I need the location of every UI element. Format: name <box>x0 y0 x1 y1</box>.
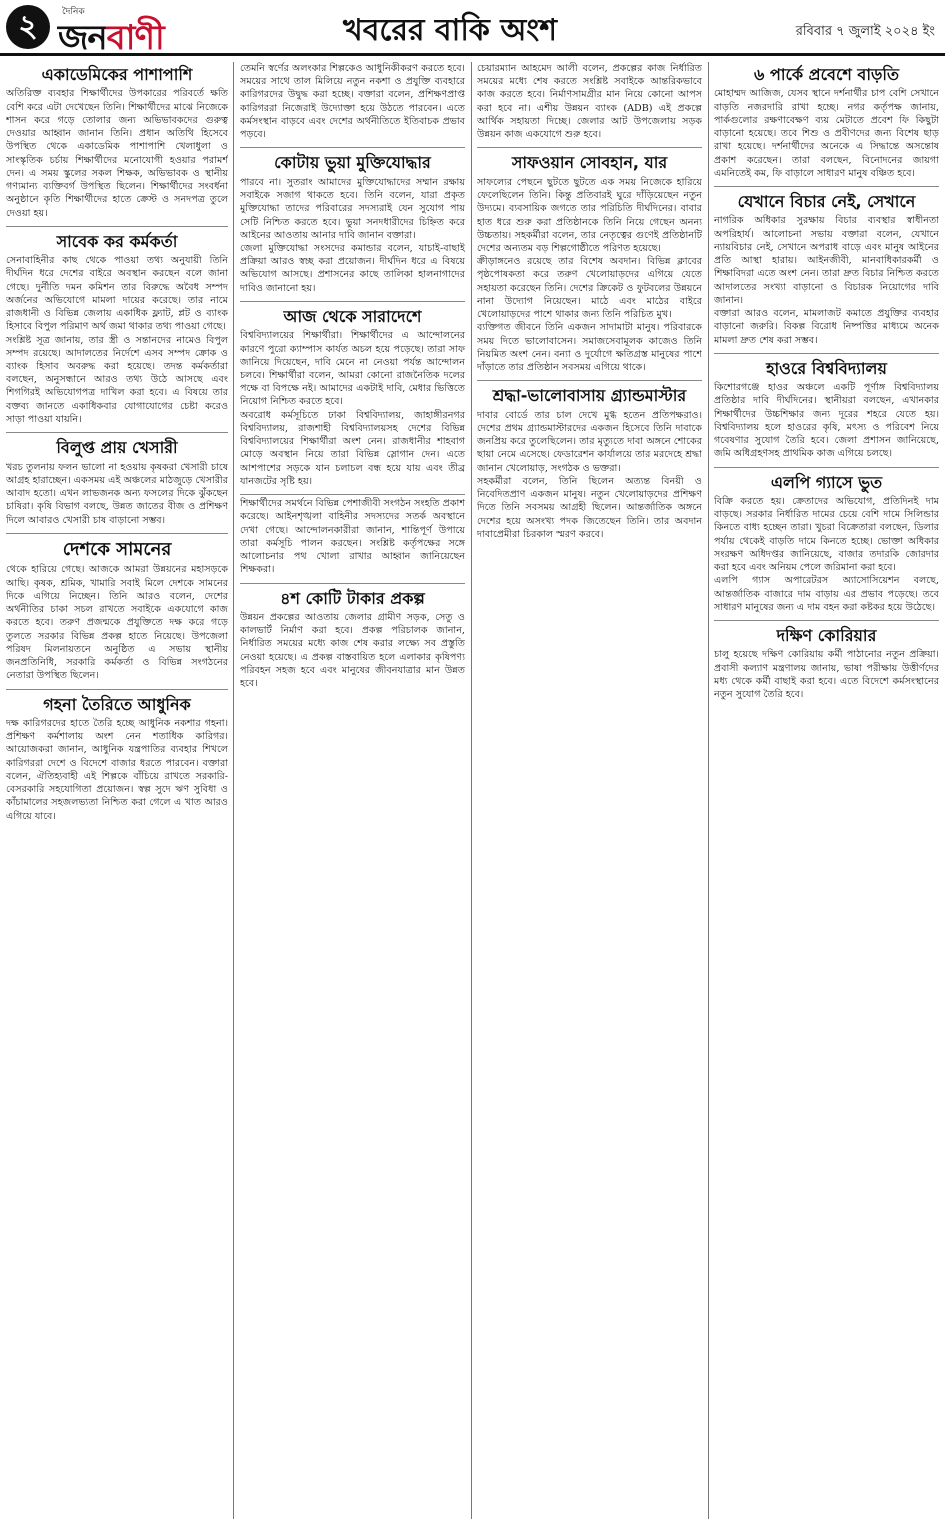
story-headline: ৬ পার্কে প্রবেশে বাড়তি <box>754 65 899 84</box>
story-headline: শ্রদ্ধা-ভালোবাসায় গ্র্যান্ডমাস্টার <box>492 386 687 406</box>
news-story <box>6 432 228 527</box>
news-story <box>714 467 939 615</box>
story-headline: হাওরে বিশ্ববিদ্যালয় <box>766 358 887 378</box>
column-1 <box>6 62 228 1519</box>
news-story <box>714 66 939 180</box>
story-headline: সাফওয়ান সোবহান, যার <box>511 153 668 173</box>
story-paragraph: জেলা মুক্তিযোদ্ধা সংসদের কমান্ডার বলেন, যাচাই-বাছাই প্রক্রিয়া আরও স্বচ্ছ করা প্রয়োজন। দীর্ঘদিন ধরে এ বিষয়ে অভিযোগ আসছে। প্রশাসনের কাছে তালিকা হালনাগাদের দাবিও জানানো হয়। <box>240 242 465 294</box>
story-headline: ৪শ কোটি টাকার প্রকল্প <box>280 588 425 608</box>
story-paragraph: মোহাম্মদ আজিজ, যেসব স্থানে দর্শনার্থীর চাপ বেশি সেখানে বাড়তি নজরদারি রাখা হচ্ছে। নগর কর্তৃপক্ষ জানায়, পার্কগুলোর রক্ষণাবেক্ষণ ব্যয় মেটাতে প্রবেশ ফি কিছুটা বাড়ানো হয়েছে। তবে শিশু ও প্রবীণদের জন্য বিশেষ ছাড় রাখা হয়েছে। দর্শনার্থীদের অনেকে এ সিদ্ধান্তে অসন্তোষ প্রকাশ করেছেন। তারা বলছেন, বিনোদনের জায়গা এমনিতেই কম, ফি বাড়ালে সাধারণ মানুষ বঞ্চিত হবে। <box>714 88 939 179</box>
story-paragraph: নাগরিক অধিকার সুরক্ষায় বিচার ব্যবস্থার স্বাধীনতা অপরিহার্য। আলোচনা সভায় বক্তারা বলেন, যেখানে ন্যায়বিচার নেই, সেখানে অপরাধ বাড়ে এবং মানুষ আইনের প্রতি আস্থা হারায়। আইনজীবী, মানবাধিকারকর্মী ও শিক্ষাবিদরা এতে অংশ নেন। তারা দ্রুত বিচার নিশ্চিত করতে আদালতের সংখ্যা বাড়ানো ও বিচারক নিয়োগের দাবি জানান। <box>714 215 939 306</box>
story-headline: আজ থেকে সারাদেশে <box>283 306 422 326</box>
story-headline: গহনা তৈরিতে আধুনিক <box>43 694 191 714</box>
story-paragraph: দাবার বোর্ডে তার চাল দেখে মুগ্ধ হতেন প্রতিপক্ষরাও। দেশের প্রথম গ্র্যান্ডমাস্টারদের একজন হিসেবে তিনি দাবাকে জনপ্রিয় করে তুলেছিলেন। তার মৃত্যুতে দাবা অঙ্গনে শোকের ছায়া নেমে এসেছে। ফেডারেশন কার্যালয়ে তার মরদেহে শ্রদ্ধা জানান খেলোয়াড়, সংগঠক ও ভক্তরা। <box>477 409 702 474</box>
paper-logo <box>58 12 164 69</box>
news-story <box>240 494 465 576</box>
news-story <box>714 353 939 461</box>
story-paragraph: ক্রীড়াঙ্গনেও রয়েছে তার বিশেষ অবদান। বিভিন্ন ক্লাবের পৃষ্ঠপোষকতা করে তরুণ খেলোয়াড়দের এগিয়ে যেতে সহায়তা করেছেন তিনি। দেশের ক্রিকেট ও ফুটবলের উন্নয়নে নানা উদ্যোগ নিয়েছেন। মাঠে এবং মাঠের বাইরে খেলোয়াড়দের পাশে থাকার জন্য তিনি পরিচিত মুখ। <box>477 256 702 321</box>
story-headline: যেখানে বিচার নেই, সেখানে <box>737 192 916 212</box>
news-story <box>477 380 702 541</box>
news-story <box>6 226 228 426</box>
story-paragraph: ব্যক্তিগত জীবনে তিনি একজন সাদামাটা মানুষ। পরিবারকে সময় দিতে ভালোবাসেন। সমাজসেবামূলক কাজেও তিনি নিয়মিত অংশ নেন। বন্যা ও দুর্যোগে ক্ষতিগ্রস্ত মানুষের পাশে দাঁড়াতে তার প্রতিষ্ঠান সবসময় এগিয়ে থাকে। <box>477 322 702 374</box>
story-headline: দেশকে সামনের <box>62 538 172 560</box>
section-title: খবরের বাকি অংশ <box>343 13 557 48</box>
story-paragraph: তেমনি স্বর্ণের অলংকার শিল্পকেও আধুনিকীকরণ করতে হবে। সময়ের সাথে তাল মিলিয়ে নতুন নকশা ও প্রযুক্তি ব্যবহারে কারিগরদের উদ্বুদ্ধ করা হচ্ছে। বক্তারা বলেন, প্রশিক্ষণপ্রাপ্ত কারিগররা নিজেরাই উদ্যোক্তা হয়ে উঠতে পারবেন। এতে কর্মসংস্থান বাড়বে এবং দেশের অর্থনীতিতে ইতিবাচক প্রভাব পড়বে। <box>240 63 465 141</box>
column-rule <box>233 62 234 1519</box>
news-story <box>240 62 465 141</box>
story-headline: দক্ষিণ কোরিয়ার <box>776 626 877 646</box>
story-paragraph: সংশ্লিষ্ট সূত্র জানায়, তার স্ত্রী ও সন্তানদের নামেও বিপুল সম্পদ রয়েছে। আদালতের নির্দেশে এসব সম্পদ ক্রোক ও ব্যাংক হিসাব অবরুদ্ধ করা হয়েছে। তদন্ত কর্মকর্তারা বলছেন, অনুসন্ধানে আরও তথ্য উঠে আসছে এবং শিগগিরই অভিযোগপত্র দাখিল করা হবে। এ বিষয়ে তার বক্তব্য জানতে একাধিকবার যোগাযোগের চেষ্টা করেও সাড়া পাওয়া যায়নি। <box>6 334 228 425</box>
news-story <box>6 533 228 683</box>
story-paragraph: খরচ তুলনায় ফলন ভালো না হওয়ায় কৃষকরা খেসারী চাষে আগ্রহ হারাচ্ছেন। একসময় এই অঞ্চলের মাঠজুড়ে খেসারীর আবাদ হতো। এখন লাভজনক অন্য ফসলের দিকে ঝুঁকছেন চাষিরা। কৃষি বিভাগ বলছে, উন্নত জাতের বীজ ও প্রশিক্ষণ দিলে আবারও খেসারী চাষ বাড়ানো সম্ভব। <box>6 461 228 526</box>
news-story <box>477 62 702 141</box>
news-story <box>6 689 228 823</box>
story-paragraph: সাফল্যের পেছনে ছুটতে ছুটতে এক সময় নিজেকে হারিয়ে ফেলেছিলেন তিনি। কিন্তু প্রতিবারই ঘুরে দাঁড়িয়েছেন নতুন উদ্যমে। ব্যবসায়িক জগতে তার পরিচিতি দীর্ঘদিনের। বাবার হাত ধরে শুরু করা প্রতিষ্ঠানকে তিনি নিয়ে গেছেন অনন্য উচ্চতায়। সহকর্মীরা বলেন, তার নেতৃত্বের গুণেই প্রতিষ্ঠানটি দেশের অন্যতম বড় শিল্পগোষ্ঠীতে পরিণত হয়েছে। <box>477 176 702 254</box>
column-rule <box>471 62 472 1519</box>
news-story <box>240 583 465 691</box>
column-2 <box>240 62 465 1519</box>
story-paragraph: অবরোধ কর্মসূচিতে ঢাকা বিশ্ববিদ্যালয়, জাহাঙ্গীরনগর বিশ্ববিদ্যালয়, রাজশাহী বিশ্ববিদ্যালয়সহ দেশের বিভিন্ন বিশ্ববিদ্যালয়ের শিক্ষার্থীরা অংশ নেন। রাজধানীর শাহবাগ মোড়ে অবস্থান নিয়ে তারা বিভিন্ন স্লোগান দেন। এতে আশপাশের সড়কে যান চলাচল বন্ধ হয়ে যায় এবং তীব্র যানজটের সৃষ্টি হয়। <box>240 409 465 487</box>
story-headline: এলপি গ্যাসে ভুত <box>770 472 883 492</box>
story-paragraph: শিক্ষার্থীদের সমর্থনে বিভিন্ন পেশাজীবী সংগঠন সংহতি প্রকাশ করেছে। আইনশৃঙ্খলা বাহিনীর সদস্যদের সতর্ক অবস্থানে দেখা গেছে। আন্দোলনকারীরা জানান, শান্তিপূর্ণ উপায়ে তারা কর্মসূচি পালন করছেন। সংশ্লিষ্ট কর্তৃপক্ষের সঙ্গে আলোচনার পথ খোলা রাখার আহ্বান জানিয়েছেন শিক্ষকরা। <box>240 498 465 576</box>
story-paragraph: এলপি গ্যাস অপারেটরস অ্যাসোসিয়েশন বলছে, আন্তর্জাতিক বাজারে দাম বাড়ায় এর প্রভাব পড়েছে। তবে সাধারণ মানুষের জন্য এ দাম বহন করা কষ্টকর হয়ে উঠেছে। <box>714 575 939 613</box>
news-story <box>714 186 939 347</box>
masthead <box>0 0 945 56</box>
news-story <box>477 147 702 374</box>
story-paragraph: উন্নয়ন প্রকল্পের আওতায় জেলার গ্রামীণ সড়ক, সেতু ও কালভার্ট নির্মাণ করা হবে। প্রকল্প পরিচালক জানান, নির্ধারিত সময়ের মধ্যে কাজ শেষ করার লক্ষ্যে সব প্রস্তুতি নেওয়া হয়েছে। এ প্রকল্প বাস্তবায়িত হলে এলাকার কৃষিপণ্য পরিবহন সহজ হবে এবং মানুষের জীবনযাত্রার মান উন্নত হবে। <box>240 611 465 690</box>
story-headline: বিলুপ্ত প্রায় খেসারী <box>56 438 178 458</box>
story-paragraph: দক্ষ কারিগরদের হাতে তৈরি হচ্ছে আধুনিক নকশার গহনা। প্রশিক্ষণ কর্মশালায় অংশ নেন শতাধিক কারিগর। আয়োজকরা জানান, আধুনিক যন্ত্রপাতির ব্যবহার শিখলে কারিগররা দেশে ও বিদেশে বাজার ধরতে পারবেন। বক্তারা বলেন, ঐতিহ্যবাহী এই শিল্পকে বাঁচিয়ে রাখতে সরকারি-বেসরকারি সহযোগিতা প্রয়োজন। স্বল্প সুদে ঋণ সুবিধা ও কাঁচামালের সহজলভ্যতা নিশ্চিত করা গেলে এ খাত আরও এগিয়ে যাবে। <box>6 717 228 822</box>
issue-date: রবিবার ৭ জুলাই ২০২৪ ইং <box>795 24 935 39</box>
story-paragraph: থেকে হারিয়ে গেছে। আজকে আমরা উন্নয়নের মহাসড়কে আছি। কৃষক, শ্রমিক, খামারি সবাই মিলে দেশকে সামনের দিকে এগিয়ে নিচ্ছেন। তিনি আরও বলেন, দেশের অর্থনীতির চাকা সচল রাখতে সবাইকে একযোগে কাজ করতে হবে। তরুণ প্রজন্মকে প্রযুক্তিতে দক্ষ করে গড়ে তুলতে সরকার বিভিন্ন প্রকল্প হাতে নিয়েছে। উপজেলা পরিষদ মিলনায়তনে অনুষ্ঠিত এ সভায় স্থানীয় জনপ্রতিনিধি, সরকারি কর্মকর্তা ও বিভিন্ন সংগঠনের নেতারা উপস্থিত ছিলেন। <box>6 564 228 682</box>
story-paragraph: বিক্রি করতে হয়। ক্রেতাদের অভিযোগ, প্রতিদিনই দাম বাড়ছে। সরকার নির্ধারিত দামের চেয়ে বেশি দামে সিলিন্ডার কিনতে বাধ্য হচ্ছেন তারা। খুচরা বিক্রেতারা বলছেন, ডিলার পর্যায় থেকেই বাড়তি দামে কিনতে হচ্ছে। ভোক্তা অধিকার সংরক্ষণ অধিদপ্তর জানিয়েছে, বাজার তদারকি জোরদার করা হবে এবং অনিয়ম পেলে জরিমানা করা হবে। <box>714 495 939 574</box>
story-paragraph: চালু হয়েছে দক্ষিণ কোরিয়ায় কর্মী পাঠানোর নতুন প্রক্রিয়া। প্রবাসী কল্যাণ মন্ত্রণালয় জানায়, ভাষা পরীক্ষায় উত্তীর্ণদের মধ্য থেকে কর্মী বাছাই করা হবে। এতে বিদেশে কর্মসংস্থানের নতুন সুযোগ তৈরি হবে। <box>714 649 939 701</box>
paper-logo-part-a: জন <box>58 18 107 58</box>
story-paragraph: চেয়ারম্যান আহমেদ আলী বলেন, প্রকল্পের কাজ নির্ধারিত সময়ের মধ্যে শেষ করতে সংশ্লিষ্ট সবাইকে আন্তরিকভাবে কাজ করতে হবে। নির্মাণসামগ্রীর মান নিয়ে কোনো আপস করা হবে না। এশীয় উন্নয়ন ব্যাংক (ADB) এই প্রকল্পে আর্থিক সহায়তা দিচ্ছে। জেলার আট উপজেলায় সড়ক উন্নয়ন কাজ একযোগে শুরু হবে। <box>477 63 702 141</box>
story-paragraph: অতিরিক্ত ব্যবহার শিক্ষার্থীদের উপকারের পরিবর্তে ক্ষতি বেশি করে এটা দেখেছেন তিনি। শিক্ষার্থীদের মাঝে নিজেকে শাসন করে গড়ে তোলার জন্য অভিভাবকদের গুরুত্ব দেওয়ার আহ্বান জানান তিনি। প্রধান অতিথি হিসেবে উপস্থিত থেকে একাডেমিক পাশাপাশি খেলাধুলা ও সাংস্কৃতিক চর্চায় শিক্ষার্থীদের মনোযোগী হওয়ার পরামর্শ দেন। এ সময় স্কুলের সকল শিক্ষক, অভিভাবক ও স্থানীয় গণ্যমান্য ব্যক্তিবর্গ উপস্থিত ছিলেন। শিক্ষার্থীদের সংবর্ধনা অনুষ্ঠানে কৃতি শিক্ষার্থীদের হাতে ক্রেস্ট ও সনদপত্র তুলে দেওয়া হয়। <box>6 88 228 219</box>
story-paragraph: কিশোরগঞ্জে হাওর অঞ্চলে একটি পূর্ণাঙ্গ বিশ্ববিদ্যালয় প্রতিষ্ঠার দাবি দীর্ঘদিনের। স্থানীয়রা বলছেন, এখানকার শিক্ষার্থীদের উচ্চশিক্ষার জন্য দূরের শহরে যেতে হয়। বিশ্ববিদ্যালয় হলে হাওরের কৃষি, মৎস্য ও পরিবেশ নিয়ে গবেষণার সুযোগ তৈরি হবে। জেলা প্রশাসন জানিয়েছে, জমি অধিগ্রহণসহ প্রাথমিক কাজ এগিয়ে চলছে। <box>714 382 939 460</box>
story-paragraph: বক্তারা আরও বলেন, মামলাজট কমাতে প্রযুক্তির ব্যবহার বাড়ানো জরুরি। বিকল্প বিরোধ নিষ্পত্তির মাধ্যমে অনেক মামলা দ্রুত শেষ করা সম্ভব। <box>714 308 939 346</box>
page-number: ২ <box>6 5 50 49</box>
column-4 <box>714 62 939 1519</box>
story-headline: কোটায় ভুয়া মুক্তিযোদ্ধার <box>274 153 431 173</box>
paper-logo-part-b: বাণী <box>106 18 164 58</box>
news-story <box>714 620 939 701</box>
news-story <box>240 301 465 488</box>
story-headline: সাবেক কর কর্মকর্তা <box>56 231 178 251</box>
story-paragraph: পারবে না। সুতরাং আমাদের মুক্তিযোদ্ধাদের সম্মান রক্ষায় সবাইকে সজাগ থাকতে হবে। তিনি বলেন, যারা প্রকৃত মুক্তিযোদ্ধা তাদের পরিবারের সদস্যরাই যেন সুযোগ পায় সেটি নিশ্চিত করতে হবে। ভুয়া সনদধারীদের চিহ্নিত করে আইনের আওতায় আনার দাবি জানান বক্তারা। <box>240 176 465 241</box>
column-rule <box>708 62 709 1519</box>
story-paragraph: সেনাবাহিনীর কাছ থেকে পাওয়া তথ্য অনুযায়ী তিনি দীর্ঘদিন ধরে দেশের বাইরে অবস্থান করছেন বলে জানা গেছে। দুর্নীতি দমন কমিশন তার বিরুদ্ধে অবৈধ সম্পদ অর্জনের অভিযোগে মামলা দায়ের করেছে। তার নামে রাজধানী ও বিভিন্ন জেলায় একাধিক ফ্ল্যাট, প্লট ও ব্যাংক হিসাবে বিপুল পরিমাণ অর্থ জমা থাকার তথ্য পাওয়া গেছে। <box>6 255 228 333</box>
news-story <box>240 147 465 295</box>
story-headline: একাডেমিকের পাশাপাশি <box>41 65 193 84</box>
news-story <box>6 66 228 220</box>
story-paragraph: বিশ্ববিদ্যালয়ের শিক্ষার্থীরা। শিক্ষার্থীদের এ আন্দোলনের কারণে পুরো ক্যাম্পাস কার্যত অচল হয়ে পড়েছে। তারা সাফ জানিয়ে দিয়েছেন, দাবি মেনে না নেওয়া পর্যন্ত আন্দোলন চলবে। শিক্ষার্থীরা বলেন, আমরা কোনো রাজনৈতিক দলের পক্ষে বা বিপক্ষে নই। আমাদের একটাই দাবি, মেধার ভিত্তিতে নিয়োগ নিশ্চিত করতে হবে। <box>240 330 465 408</box>
paper-tag: দৈনিক <box>62 7 85 17</box>
column-3 <box>477 62 702 1519</box>
story-paragraph: সহকর্মীরা বলেন, তিনি ছিলেন অত্যন্ত বিনয়ী ও নিবেদিতপ্রাণ একজন মানুষ। নতুন খেলোয়াড়দের প্রশিক্ষণ দিতে তিনি সবসময় আগ্রহী ছিলেন। আন্তর্জাতিক অঙ্গনে দেশের হয়ে অসংখ্য পদক জিতেছেন তিনি। তার অবদান দাবাপ্রেমীরা চিরকাল স্মরণ করবে। <box>477 475 702 540</box>
